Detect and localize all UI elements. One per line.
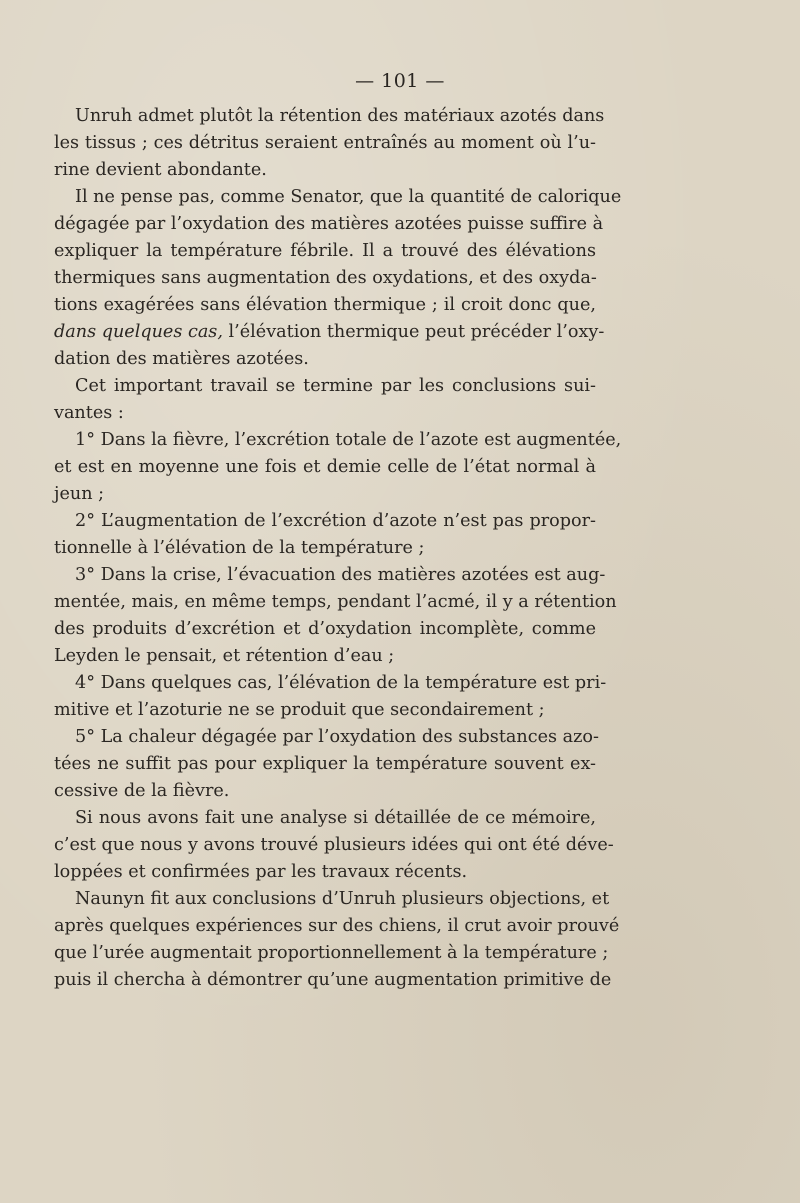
text-line: les tissus ; ces détritus seraient entraînés au moment où l’u- — [54, 133, 596, 153]
text-line: 1° Dans la fièvre, l’excrétion totale de l’azote est augmentée, — [75, 430, 622, 450]
text-line: des produits d’excrétion et d’oxydation incomplète, comme — [54, 619, 596, 639]
text-line: tions exagérées sans élévation thermique ; il croit donc que, — [54, 295, 596, 315]
text-line: Si nous avons fait une analyse si détaillée de ce mémoire, — [75, 808, 596, 828]
text-line: rine devient abondante. — [54, 160, 267, 180]
text-line: dation des matières azotées. — [54, 349, 309, 369]
text-line: 2° L’augmentation de l’excrétion d’azote n’est pas propor- — [75, 511, 596, 531]
text-line: Il ne pense pas, comme Senator, que la quantité de calorique — [75, 187, 622, 207]
emphasis-text: dans quelques cas, — [54, 322, 223, 342]
body-text — [54, 103, 622, 994]
page-number: — 101 — — [355, 70, 445, 92]
text-line: que l’urée augmentait proportionnellement à la température ; — [54, 943, 609, 963]
text-line: mentée, mais, en même temps, pendant l’acmé, il y a rétention — [54, 592, 617, 612]
text-line: Cet important travail se termine par les conclusions sui- — [75, 376, 596, 396]
text-line: Unruh admet plutôt la rétention des matériaux azotés dans — [75, 106, 605, 126]
text-line: dégagée par l’oxydation des matières azotées puisse suffire à — [54, 214, 604, 234]
text-line: Leyden le pensait, et rétention d’eau ; — [54, 646, 395, 666]
text-line: 4° Dans quelques cas, l’élévation de la température est pri- — [75, 673, 607, 693]
text-line: Naunyn fit aux conclusions d’Unruh plusieurs objections, et — [75, 889, 610, 909]
text-line: loppées et confirmées par les travaux récents. — [54, 862, 468, 882]
text-line: tées ne suffit pas pour expliquer la température souvent ex- — [54, 754, 596, 774]
text-line: jeun ; — [54, 484, 105, 504]
text-line — [54, 319, 605, 346]
text-line: puis il chercha à démontrer qu’une augmentation primitive de — [54, 970, 612, 990]
text-line: mitive et l’azoturie ne se produit que secondairement ; — [54, 700, 545, 720]
text-line: tionnelle à l’élévation de la température ; — [54, 538, 425, 558]
text-line: après quelques expériences sur des chiens, il crut avoir prouvé — [54, 916, 620, 936]
text-line: c’est que nous y avons trouvé plusieurs idées qui ont été déve- — [54, 835, 614, 855]
text-line: expliquer la température fébrile. Il a trouvé des élévations — [54, 241, 596, 261]
text-line: vantes : — [54, 403, 124, 423]
text-line: 5° La chaleur dégagée par l’oxydation des substances azo- — [75, 727, 599, 747]
text-line: 3° Dans la crise, l’évacuation des matières azotées est aug- — [75, 565, 606, 585]
text-line: et est en moyenne une fois et demie celle de l’état normal à — [54, 457, 596, 477]
text-line: thermiques sans augmentation des oxydations, et des oxyda- — [54, 268, 597, 288]
text-span: l’élévation thermique peut précéder l’oxy- — [222, 322, 605, 342]
text-line: cessive de la fièvre. — [54, 781, 230, 801]
